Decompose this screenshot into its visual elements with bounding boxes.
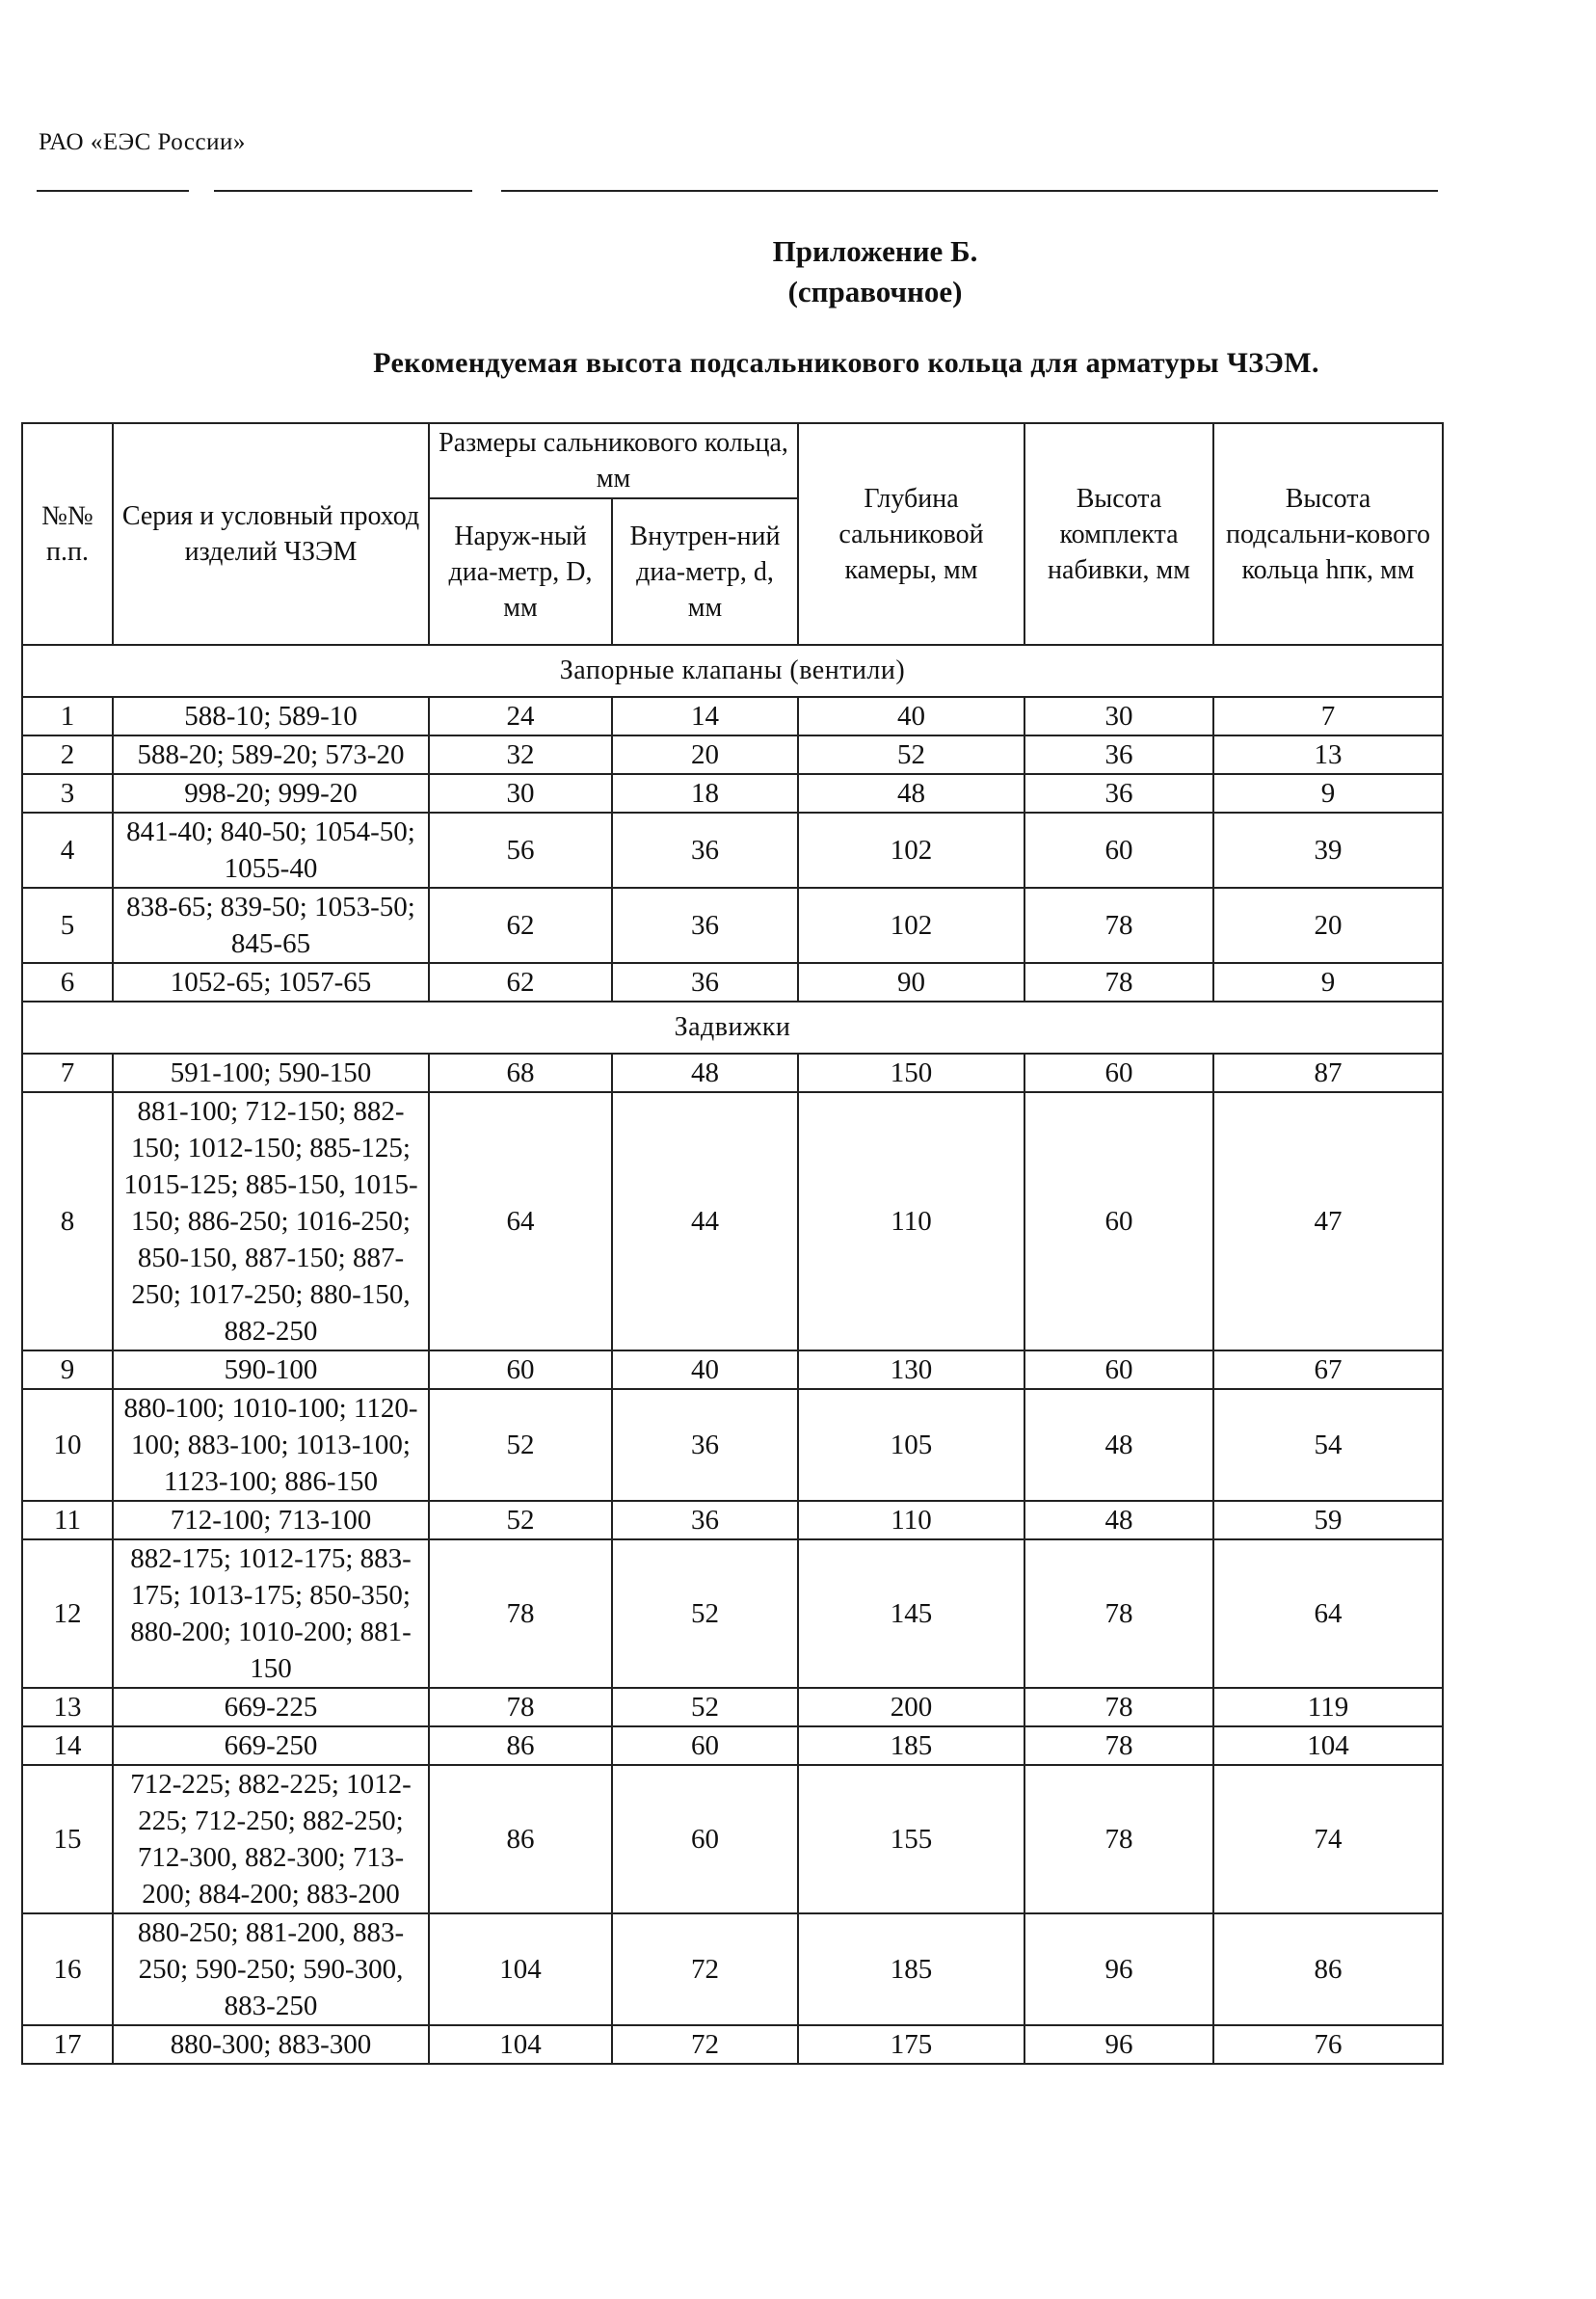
row-number: 3: [22, 774, 113, 813]
table-row: [22, 697, 1443, 735]
chamber-depth-cell: 40: [798, 697, 1024, 735]
chamber-depth-cell: 102: [798, 813, 1024, 888]
chamber-depth-cell: 90: [798, 963, 1024, 1002]
series-cell: 669-250: [113, 1726, 429, 1765]
outer-diameter-cell: 68: [429, 1054, 612, 1092]
inner-diameter-cell: 18: [612, 774, 798, 813]
ring-height-cell: 87: [1213, 1054, 1443, 1092]
chamber-depth-cell: 150: [798, 1054, 1024, 1092]
ring-height-table: [21, 422, 1444, 2065]
table-row: [22, 1092, 1443, 1350]
appendix-title-line2: (справочное): [787, 275, 963, 308]
series-cell: 590-100: [113, 1350, 429, 1389]
row-number: 15: [22, 1765, 113, 1913]
packing-height-cell: 36: [1024, 735, 1213, 774]
row-number: 10: [22, 1389, 113, 1501]
row-number: 11: [22, 1501, 113, 1539]
ring-height-cell: 67: [1213, 1350, 1443, 1389]
outer-diameter-cell: 78: [429, 1539, 612, 1688]
ring-height-cell: 76: [1213, 2025, 1443, 2064]
ring-height-cell: 54: [1213, 1389, 1443, 1501]
packing-height-cell: 78: [1024, 1726, 1213, 1765]
outer-diameter-cell: 104: [429, 2025, 612, 2064]
table-row: [22, 1913, 1443, 2025]
outer-diameter-cell: 78: [429, 1688, 612, 1726]
packing-height-cell: 48: [1024, 1389, 1213, 1501]
packing-height-cell: 78: [1024, 1688, 1213, 1726]
outer-diameter-cell: 86: [429, 1726, 612, 1765]
chamber-depth-cell: 110: [798, 1501, 1024, 1539]
table-row: [22, 1539, 1443, 1688]
ring-height-cell: 9: [1213, 774, 1443, 813]
ring-height-cell: 39: [1213, 813, 1443, 888]
ring-height-cell: 7: [1213, 697, 1443, 735]
chamber-depth-cell: 110: [798, 1092, 1024, 1350]
inner-diameter-cell: 36: [612, 813, 798, 888]
outer-diameter-cell: 52: [429, 1389, 612, 1501]
chamber-depth-cell: 102: [798, 888, 1024, 963]
inner-diameter-cell: 52: [612, 1539, 798, 1688]
series-cell: 712-100; 713-100: [113, 1501, 429, 1539]
packing-height-cell: 78: [1024, 1765, 1213, 1913]
inner-diameter-cell: 44: [612, 1092, 798, 1350]
packing-height-cell: 36: [1024, 774, 1213, 813]
section-title: Задвижки: [22, 1002, 1443, 1054]
packing-height-cell: 78: [1024, 963, 1213, 1002]
chamber-depth-cell: 105: [798, 1389, 1024, 1501]
packing-height-cell: 78: [1024, 888, 1213, 963]
table-body: [22, 645, 1443, 2064]
outer-diameter-cell: 52: [429, 1501, 612, 1539]
header-rule-1: [37, 190, 189, 192]
row-number: 13: [22, 1688, 113, 1726]
ring-height-cell: 13: [1213, 735, 1443, 774]
row-number: 17: [22, 2025, 113, 2064]
table-caption: Рекомендуемая высота подсальникового кольца для арматуры ЧЗЭМ.: [373, 347, 1319, 379]
outer-diameter-cell: 30: [429, 774, 612, 813]
appendix-title-line1: Приложение Б.: [772, 234, 978, 268]
outer-diameter-cell: 104: [429, 1913, 612, 2025]
table-row: [22, 1389, 1443, 1501]
packing-height-cell: 48: [1024, 1501, 1213, 1539]
packing-height-cell: 60: [1024, 1350, 1213, 1389]
series-cell: 882-175; 1012-175; 883-175; 1013-175; 850-350; 880-200; 1010-200; 881-150: [113, 1539, 429, 1688]
inner-diameter-cell: 36: [612, 888, 798, 963]
organization-header: РАО «ЕЭС России»: [39, 129, 246, 155]
header-num: №№ п.п.: [22, 423, 113, 645]
section-title: Запорные клапаны (вентили): [22, 645, 1443, 697]
chamber-depth-cell: 155: [798, 1765, 1024, 1913]
packing-height-cell: 60: [1024, 1092, 1213, 1350]
series-cell: 1052-65; 1057-65: [113, 963, 429, 1002]
row-number: 9: [22, 1350, 113, 1389]
header-inner-diameter: Внутрен-ний диа-метр, d, мм: [612, 498, 798, 645]
ring-height-cell: 9: [1213, 963, 1443, 1002]
chamber-depth-cell: 130: [798, 1350, 1024, 1389]
packing-height-cell: 96: [1024, 2025, 1213, 2064]
table-row: [22, 774, 1443, 813]
ring-height-cell: 20: [1213, 888, 1443, 963]
row-number: 2: [22, 735, 113, 774]
table-row: [22, 1054, 1443, 1092]
ring-height-cell: 119: [1213, 1688, 1443, 1726]
header-ring-sizes: Размеры сальникового кольца, мм: [429, 423, 798, 498]
outer-diameter-cell: 62: [429, 963, 612, 1002]
outer-diameter-cell: 64: [429, 1092, 612, 1350]
inner-diameter-cell: 40: [612, 1350, 798, 1389]
header-series: Серия и условный проход изделий ЧЗЭМ: [113, 423, 429, 645]
series-cell: 838-65; 839-50; 1053-50; 845-65: [113, 888, 429, 963]
series-cell: 669-225: [113, 1688, 429, 1726]
packing-height-cell: 30: [1024, 697, 1213, 735]
chamber-depth-cell: 48: [798, 774, 1024, 813]
inner-diameter-cell: 60: [612, 1765, 798, 1913]
series-cell: 841-40; 840-50; 1054-50; 1055-40: [113, 813, 429, 888]
row-number: 6: [22, 963, 113, 1002]
table-row: [22, 963, 1443, 1002]
ring-height-cell: 86: [1213, 1913, 1443, 2025]
ring-height-cell: 59: [1213, 1501, 1443, 1539]
inner-diameter-cell: 72: [612, 2025, 798, 2064]
series-cell: 880-250; 881-200, 883-250; 590-250; 590-300, 883-250: [113, 1913, 429, 2025]
packing-height-cell: 78: [1024, 1539, 1213, 1688]
packing-height-cell: 96: [1024, 1913, 1213, 2025]
header-ring-height: Высота подсальни-кового кольца hпк, мм: [1213, 423, 1443, 645]
table-row: [22, 1765, 1443, 1913]
header-packing: Высота комплекта набивки, мм: [1024, 423, 1213, 645]
series-cell: 880-300; 883-300: [113, 2025, 429, 2064]
row-number: 12: [22, 1539, 113, 1688]
header-rule-2: [214, 190, 472, 192]
inner-diameter-cell: 20: [612, 735, 798, 774]
packing-height-cell: 60: [1024, 1054, 1213, 1092]
row-number: 5: [22, 888, 113, 963]
header-rule-3: [501, 190, 1438, 192]
appendix-title: [0, 231, 1596, 312]
inner-diameter-cell: 36: [612, 963, 798, 1002]
row-number: 8: [22, 1092, 113, 1350]
table-row: [22, 813, 1443, 888]
series-cell: 591-100; 590-150: [113, 1054, 429, 1092]
header-outer-diameter: Наруж-ный диа-метр, D, мм: [429, 498, 612, 645]
outer-diameter-cell: 56: [429, 813, 612, 888]
series-cell: 881-100; 712-150; 882-150; 1012-150; 885-125; 1015-125; 885-150, 1015-150; 886-250; 1016-250; 850-150, 887-150; 887-250; 1017-250; 880-150, 882-250: [113, 1092, 429, 1350]
inner-diameter-cell: 52: [612, 1688, 798, 1726]
row-number: 7: [22, 1054, 113, 1092]
outer-diameter-cell: 24: [429, 697, 612, 735]
inner-diameter-cell: 36: [612, 1501, 798, 1539]
series-cell: 588-10; 589-10: [113, 697, 429, 735]
series-cell: 998-20; 999-20: [113, 774, 429, 813]
table-row: [22, 1501, 1443, 1539]
chamber-depth-cell: 175: [798, 2025, 1024, 2064]
chamber-depth-cell: 52: [798, 735, 1024, 774]
row-number: 1: [22, 697, 113, 735]
chamber-depth-cell: 200: [798, 1688, 1024, 1726]
inner-diameter-cell: 72: [612, 1913, 798, 2025]
series-cell: 712-225; 882-225; 1012-225; 712-250; 882-250; 712-300, 882-300; 713-200; 884-200; 883-200: [113, 1765, 429, 1913]
table-row: [22, 735, 1443, 774]
inner-diameter-cell: 60: [612, 1726, 798, 1765]
chamber-depth-cell: 185: [798, 1913, 1024, 2025]
outer-diameter-cell: 60: [429, 1350, 612, 1389]
ring-height-cell: 104: [1213, 1726, 1443, 1765]
ring-height-cell: 47: [1213, 1092, 1443, 1350]
chamber-depth-cell: 145: [798, 1539, 1024, 1688]
inner-diameter-cell: 14: [612, 697, 798, 735]
row-number: 14: [22, 1726, 113, 1765]
row-number: 4: [22, 813, 113, 888]
outer-diameter-cell: 32: [429, 735, 612, 774]
ring-height-cell: 64: [1213, 1539, 1443, 1688]
packing-height-cell: 60: [1024, 813, 1213, 888]
series-cell: 588-20; 589-20; 573-20: [113, 735, 429, 774]
table-row: [22, 1726, 1443, 1765]
header-depth: Глубина сальниковой камеры, мм: [798, 423, 1024, 645]
inner-diameter-cell: 48: [612, 1054, 798, 1092]
series-cell: 880-100; 1010-100; 1120-100; 883-100; 1013-100; 1123-100; 886-150: [113, 1389, 429, 1501]
table-row: [22, 2025, 1443, 2064]
outer-diameter-cell: 62: [429, 888, 612, 963]
table-row: [22, 1350, 1443, 1389]
ring-height-cell: 74: [1213, 1765, 1443, 1913]
inner-diameter-cell: 36: [612, 1389, 798, 1501]
row-number: 16: [22, 1913, 113, 2025]
outer-diameter-cell: 86: [429, 1765, 612, 1913]
chamber-depth-cell: 185: [798, 1726, 1024, 1765]
table-row: [22, 888, 1443, 963]
table-row: [22, 1688, 1443, 1726]
